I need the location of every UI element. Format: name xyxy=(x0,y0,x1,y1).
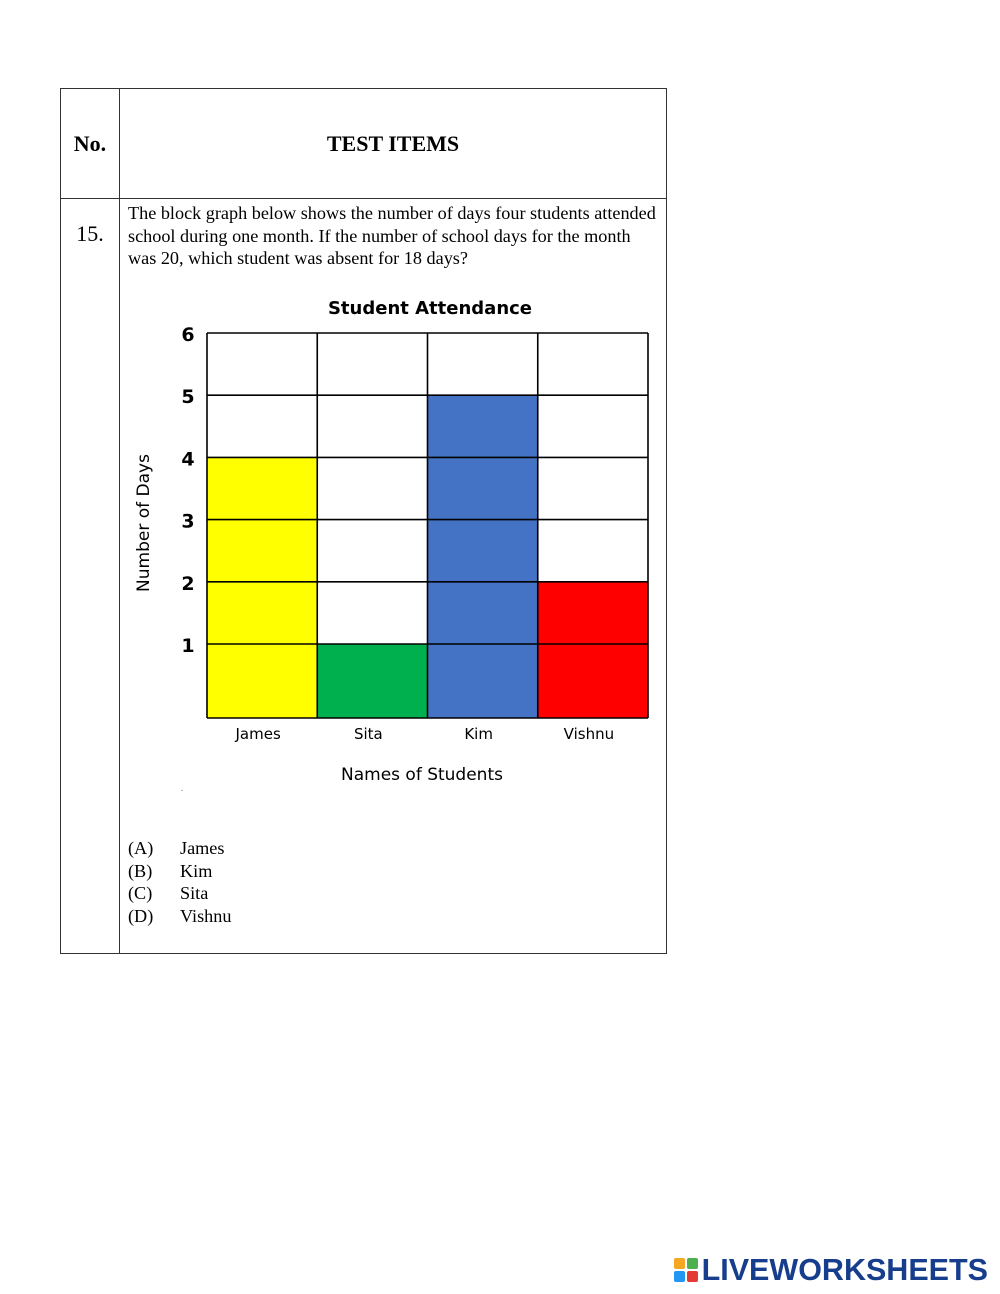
option-letter: (C) xyxy=(128,883,153,903)
answer-options xyxy=(128,837,231,927)
y-tick-label: 3 xyxy=(181,510,195,533)
option-text: Kim xyxy=(180,860,213,881)
option-letter: (A) xyxy=(128,838,154,858)
column-divider xyxy=(119,89,120,953)
liveworksheets-logo[interactable] xyxy=(674,1253,988,1287)
block-graph xyxy=(128,290,663,795)
y-tick-label: 5 xyxy=(181,386,195,409)
brand-logo-square xyxy=(674,1271,685,1282)
question-text: The block graph below shows the number of days four students attended school during one month. If the number of school days for the month was 20, which student was absent for 18 days? xyxy=(128,203,656,268)
chart-canvas xyxy=(128,290,663,795)
option-d[interactable] xyxy=(128,905,231,928)
brand-name: LIVEWORKSHEETS xyxy=(701,1252,988,1287)
y-axis-label: Number of Days xyxy=(134,454,154,592)
bar-kim xyxy=(428,395,538,718)
y-tick-label: 4 xyxy=(181,448,195,471)
brand-logo-square xyxy=(687,1258,698,1269)
row-divider xyxy=(61,198,666,199)
x-tick-label: Vishnu xyxy=(563,725,615,743)
y-tick-label: 1 xyxy=(181,635,195,657)
x-tick-label: James xyxy=(235,725,281,743)
option-letter: (D) xyxy=(128,905,154,926)
bar-james xyxy=(207,457,317,718)
brand-logo-square xyxy=(674,1258,685,1269)
brand-logo-square xyxy=(687,1271,698,1282)
y-tick-label: 2 xyxy=(181,572,195,595)
x-tick-label: Sita xyxy=(353,725,383,743)
chart-title: Student Attendance xyxy=(327,298,533,319)
bar-vishnu xyxy=(538,582,648,718)
option-b[interactable] xyxy=(128,860,231,883)
option-text: James xyxy=(180,838,225,858)
option-text: Vishnu xyxy=(180,905,232,926)
x-axis-label: Names of Students xyxy=(341,765,503,785)
brand-logo-icon xyxy=(674,1258,698,1282)
y-tick-label: 6 xyxy=(181,324,195,346)
option-letter: (B) xyxy=(128,860,153,881)
option-a[interactable] xyxy=(128,837,231,860)
stray-mark xyxy=(181,790,183,791)
option-text: Sita xyxy=(180,883,209,903)
x-tick-label: Kim xyxy=(464,725,493,743)
header-number: No. xyxy=(73,130,107,156)
bar-sita xyxy=(317,644,427,718)
option-c[interactable] xyxy=(128,882,231,905)
question-number: 15. xyxy=(76,221,104,246)
header-test-items: TEST ITEMS xyxy=(326,130,460,156)
